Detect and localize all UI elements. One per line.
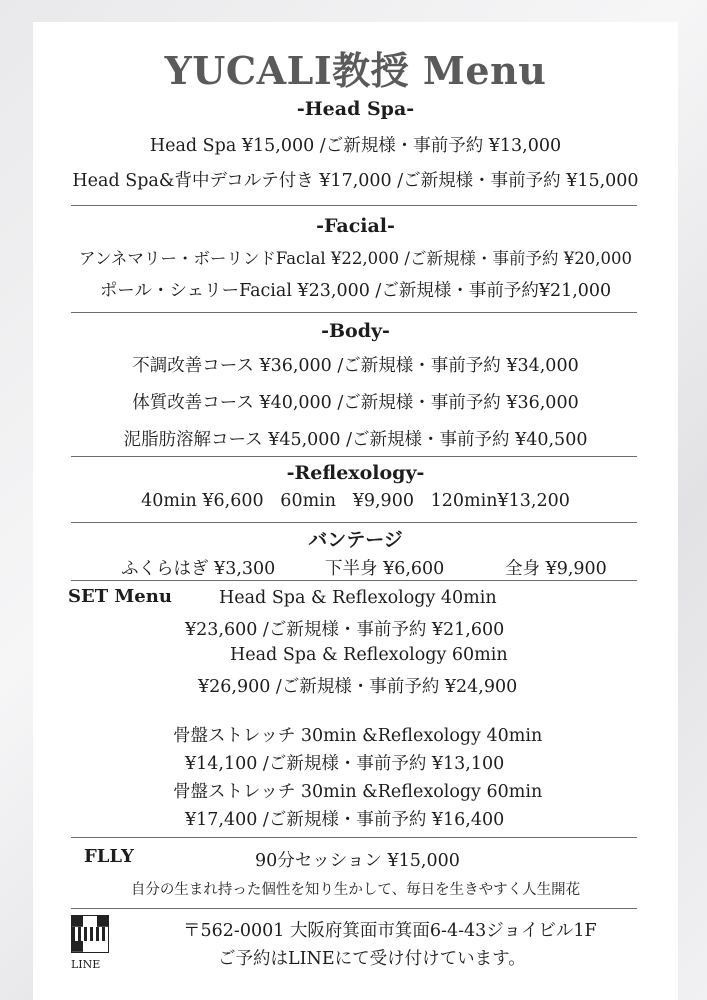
bandage-item: ふくらはぎ ¥3,300 — [121, 559, 276, 579]
menu-card — [33, 22, 678, 1000]
reservation-note: ご予約はLINEにて受け付けています。 — [218, 949, 526, 969]
divider — [71, 456, 637, 457]
flly-description: 自分の生まれ持った個性を知り生かして、毎日を生きやすく人生開花 — [130, 882, 581, 898]
divider — [71, 312, 637, 313]
set-menu-line: ¥14,100 /ご新規様・事前予約 ¥13,100 — [185, 754, 505, 774]
bandage-item: 下半身 ¥6,600 — [325, 559, 445, 579]
reflexology-heading: -Reflexology- — [286, 462, 425, 484]
set-menu-line: 骨盤ストレッチ 30min &Reflexology 40min — [173, 726, 543, 746]
set-menu-line: Head Spa & Reflexology 40min — [219, 588, 497, 608]
qr-code[interactable] — [71, 915, 109, 953]
head-spa-line: Head Spa ¥15,000 /ご新規様・事前予約 ¥13,000 — [149, 136, 562, 156]
bandage-heading: バンテージ — [308, 529, 403, 551]
head-spa-heading: -Head Spa- — [296, 98, 415, 120]
facial-line: ポール・シェリーFacial ¥23,000 /ご新規様・事前予約¥21,000 — [99, 281, 612, 301]
body-line: 体質改善コース ¥40,000 /ご新規様・事前予約 ¥36,000 — [132, 393, 579, 413]
divider — [71, 580, 637, 581]
divider — [71, 205, 637, 206]
set-menu-line: Head Spa & Reflexology 60min — [230, 645, 508, 665]
page-title: YUCALI教授 Menu — [164, 48, 547, 93]
qr-label: LINE — [71, 958, 101, 971]
facial-line: アンネマリー・ボーリンドFaclal ¥22,000 /ご新規様・事前予約 ¥20,000 — [79, 249, 632, 268]
body-heading: -Body- — [321, 320, 390, 342]
set-menu-line: 骨盤ストレッチ 30min &Reflexology 60min — [173, 782, 543, 802]
facial-heading: -Facial- — [316, 215, 395, 237]
flly-label: FLLY — [84, 846, 134, 867]
set-menu-label: SET Menu — [68, 586, 172, 607]
divider — [71, 522, 637, 523]
set-menu-line: ¥26,900 /ご新規様・事前予約 ¥24,900 — [198, 677, 518, 697]
flly-session: 90分セッション ¥15,000 — [255, 851, 460, 871]
body-line: 不調改善コース ¥36,000 /ご新規様・事前予約 ¥34,000 — [132, 356, 579, 376]
set-menu-line: ¥23,600 /ご新規様・事前予約 ¥21,600 — [185, 620, 505, 640]
divider — [71, 837, 637, 838]
head-spa-line: Head Spa&背中デコルテ付き ¥17,000 /ご新規様・事前予約 ¥15,000 — [72, 171, 639, 191]
body-line: 泥脂肪溶解コース ¥45,000 /ご新規様・事前予約 ¥40,500 — [123, 430, 588, 450]
bandage-item: 全身 ¥9,900 — [505, 559, 607, 579]
divider — [71, 908, 637, 909]
address: 〒562-0001 大阪府箕面市箕面6-4-43ジョイビル1F — [183, 921, 597, 941]
reflexology-line: 40min ¥6,600 60min ¥9,900 120min¥13,200 — [141, 491, 570, 511]
set-menu-line: ¥17,400 /ご新規様・事前予約 ¥16,400 — [185, 810, 505, 830]
